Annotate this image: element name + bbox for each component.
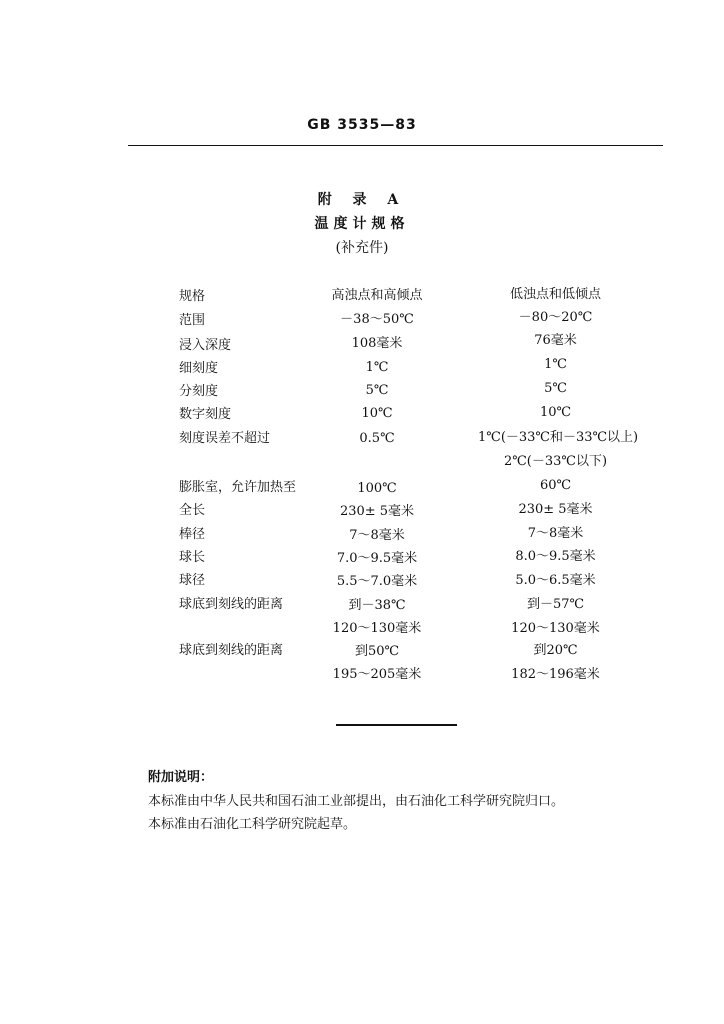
column-header-high: 高浊点和高倾点: [331, 288, 423, 303]
row-value-high: －38～50℃: [340, 312, 414, 327]
row-value-low: 1℃(－33℃和－33℃以上): [478, 430, 639, 445]
row-label: 数字刻度: [179, 407, 232, 422]
row-value-low: 1℃: [544, 357, 567, 372]
row-value-high: 108毫米: [351, 336, 403, 351]
row-label: 球长: [179, 550, 206, 565]
row-value-low: 8.0～9.5毫米: [515, 549, 596, 564]
row-value-low: －80～20℃: [518, 310, 593, 325]
notes-line: 本标准由中华人民共和国石油工业部提出，由石油化工科学研究院归口。: [148, 794, 565, 809]
row-label: 范围: [179, 313, 206, 328]
row-value-low: 10℃: [539, 405, 572, 420]
row-value-high: 到－38℃: [348, 598, 406, 613]
notes-line: 本标准由石油化工科学研究院起草。: [148, 817, 357, 832]
row-label: 浸入深度: [179, 338, 232, 353]
row-value-low: 120～130毫米: [511, 621, 600, 636]
appendix-name: 温度计规格: [314, 216, 410, 232]
row-value-high: 7.0～9.5毫米: [336, 551, 418, 566]
row-value-low: 182～196毫米: [511, 667, 600, 682]
row-value-high: 5.5～7.0毫米: [336, 574, 418, 589]
row-label: 球底到刻线的距离: [179, 643, 284, 658]
row-value-high: 120～130毫米: [332, 621, 422, 636]
row-label: 刻度误差不超过: [179, 431, 271, 446]
end-divider: [336, 724, 457, 726]
row-value-high: 100℃: [357, 481, 397, 496]
row-label: 膨胀室，允许加热至: [179, 480, 297, 495]
row-value-low: 76毫米: [534, 333, 577, 348]
row-label: 细刻度: [179, 361, 219, 376]
row-value-low: 5℃: [544, 381, 567, 396]
header-divider: [128, 145, 663, 146]
notes-heading: 附加说明：: [148, 770, 214, 785]
row-value-high: 10℃: [361, 406, 393, 421]
row-value-low: 到20℃: [533, 643, 578, 658]
appendix-note: (补充件): [335, 240, 389, 256]
row-value-high: 195～205毫米: [332, 667, 422, 682]
row-value-high: 5℃: [365, 383, 389, 398]
row-label: 棒径: [179, 527, 206, 542]
row-value-high: 0.5℃: [359, 431, 395, 446]
row-value-low: 2℃(－33℃以下): [503, 454, 608, 469]
row-label: 球底到刻线的距离: [179, 597, 284, 612]
row-value-low: 230± 5毫米: [518, 502, 593, 517]
row-value-low: 60℃: [539, 478, 572, 493]
appendix-title: 附 录 A: [317, 192, 407, 208]
row-value-low: 5.0～6.5毫米: [515, 573, 596, 588]
row-value-low: 到－57℃: [526, 597, 585, 612]
column-header-spec: 规格: [179, 289, 206, 304]
row-label: 全长: [179, 503, 206, 518]
row-value-high: 230± 5毫米: [339, 504, 415, 519]
standard-code: GB 3535—83: [307, 117, 417, 133]
row-label: 分刻度: [179, 384, 219, 399]
row-value-high: 到50℃: [354, 644, 400, 659]
row-value-high: 7～8毫米: [349, 528, 405, 543]
row-value-low: 7～8毫米: [527, 526, 584, 541]
row-label: 球径: [179, 573, 206, 588]
column-header-low: 低浊点和低倾点: [509, 287, 601, 302]
row-value-high: 1℃: [365, 360, 389, 375]
